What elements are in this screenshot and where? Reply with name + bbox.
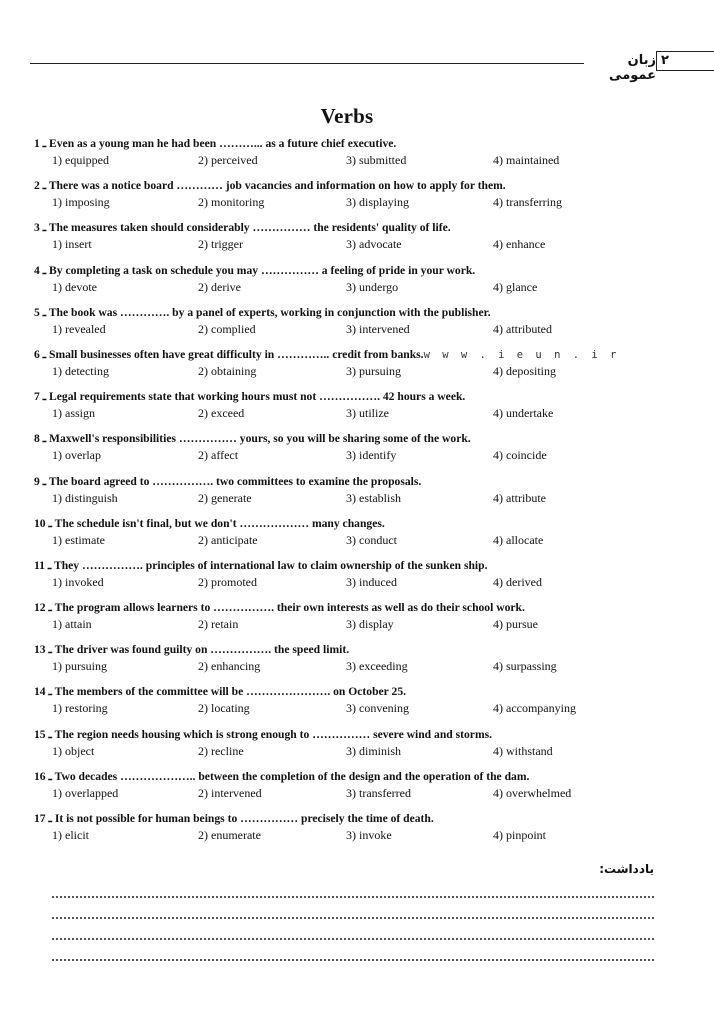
answer-option: 2) recline xyxy=(198,743,244,758)
question-list xyxy=(34,136,714,853)
question-text: The driver was found guilty on ……………. the speed limit. xyxy=(54,643,350,657)
answer-option: 4) enhance xyxy=(493,237,546,252)
question-text: It is not possible for human beings to …………… precisely the time of death. xyxy=(54,812,434,825)
question-stem xyxy=(34,558,487,572)
answer-option: 3) convening xyxy=(346,701,409,716)
answer-option: 3) pursuing xyxy=(346,363,401,378)
answer-option: 1) overlap xyxy=(52,448,101,463)
answer-option: 2) obtaining xyxy=(198,363,257,378)
question-stem xyxy=(34,769,529,783)
question-stem xyxy=(34,263,475,277)
question-number: 14 ـ xyxy=(34,685,52,699)
question-number: 5 ـ xyxy=(34,305,47,319)
answer-option: 4) depositing xyxy=(493,363,556,378)
answer-option: 4) glance xyxy=(493,279,538,294)
answer-option: 4) pursue xyxy=(493,617,538,632)
answer-option: 2) anticipate xyxy=(198,532,258,547)
notes-label: یادداشت: xyxy=(599,862,654,876)
question-text: The region needs housing which is strong enough to …………… severe wind and storms. xyxy=(54,727,493,741)
question-stem xyxy=(34,600,525,614)
question-text: Legal requirements state that working hours must not ……………. 42 hours a week. xyxy=(49,390,466,404)
answer-option: 3) intervened xyxy=(346,321,410,336)
answer-option: 1) pursuing xyxy=(52,659,107,674)
question-number: 12 ـ xyxy=(34,601,52,615)
question-stem xyxy=(34,178,506,192)
question-number: 7 ـ xyxy=(34,390,47,404)
question-stem xyxy=(34,811,434,825)
note-line xyxy=(52,907,654,919)
question-number: 9 ـ xyxy=(34,474,47,488)
question-number: 4 ـ xyxy=(34,263,47,277)
website-watermark: w w w . i e u n . i r xyxy=(423,348,620,361)
answer-option: 2) exceed xyxy=(198,406,245,421)
question-text: Even as a young man he had been ………... as a future chief executive. xyxy=(49,137,397,150)
answer-option: 1) overlapped xyxy=(52,785,119,800)
question-text: Maxwell's responsibilities …………… yours, so you will be sharing some of the work. xyxy=(49,432,471,446)
answer-option: 3) exceeding xyxy=(346,659,408,674)
question-text: The board agreed to ……………. two committees to examine the proposals. xyxy=(48,474,422,488)
answer-option: 4) undertake xyxy=(493,406,554,421)
question-stem xyxy=(34,727,492,741)
question-stem xyxy=(34,431,471,445)
question-text: The members of the committee will be …………………. on October 25. xyxy=(54,685,407,699)
answer-option: 3) induced xyxy=(346,574,397,589)
question-number: 15 ـ xyxy=(34,727,52,741)
answer-option: 4) overwhelmed xyxy=(493,785,572,800)
question-text: There was a notice board ………… job vacancies and information on how to apply for them. xyxy=(48,179,506,193)
question-stem xyxy=(34,389,465,403)
answer-option: 3) conduct xyxy=(346,532,397,547)
question-number: 16 ـ xyxy=(34,769,52,783)
answer-option: 3) establish xyxy=(346,490,401,505)
question-number: 6 ـ xyxy=(34,347,47,361)
question-number: 13 ـ xyxy=(34,643,52,657)
answer-option: 2) enhancing xyxy=(198,659,261,674)
question-stem xyxy=(34,347,619,361)
question-item xyxy=(34,263,714,305)
answer-option: 1) distinguish xyxy=(52,490,118,505)
question-item xyxy=(34,769,714,811)
question-number: 8 ـ xyxy=(34,432,47,446)
answer-option: 1) restoring xyxy=(52,701,108,716)
answer-option: 2) affect xyxy=(198,448,239,463)
answer-option: 2) locating xyxy=(198,701,250,716)
answer-option: 4) derived xyxy=(493,574,542,589)
question-item xyxy=(34,305,714,347)
question-number: 1 ـ xyxy=(34,137,47,150)
question-item xyxy=(34,811,714,853)
question-text: Two decades ……………….. between the completion of the design and the operation of the dam. xyxy=(54,769,530,783)
question-number: 2 ـ xyxy=(34,179,47,193)
question-text: The measures taken should considerably …………… the residents' quality of life. xyxy=(48,221,451,235)
answer-option: 4) attributed xyxy=(493,321,552,336)
question-item xyxy=(34,558,714,600)
question-stem xyxy=(34,684,406,698)
answer-option: 2) promoted xyxy=(198,574,257,589)
question-item xyxy=(34,684,714,726)
page-number-box xyxy=(656,51,714,71)
question-number: 17 ـ xyxy=(34,812,52,825)
question-text: By completing a task on schedule you may …………… a feeling of pride in your work. xyxy=(49,263,476,277)
answer-option: 3) identify xyxy=(346,448,397,463)
answer-option: 3) display xyxy=(346,617,394,632)
answer-option: 3) invoke xyxy=(346,828,392,842)
question-text: The program allows learners to ……………. their own interests as well as do their school work. xyxy=(54,601,525,615)
question-stem xyxy=(34,220,451,234)
question-stem xyxy=(34,136,396,150)
answer-option: 2) retain xyxy=(198,617,239,632)
answer-option: 1) assign xyxy=(52,406,95,421)
answer-option: 1) object xyxy=(52,743,95,758)
question-item xyxy=(34,136,714,178)
answer-option: 2) enumerate xyxy=(198,828,261,842)
answer-option: 2) monitoring xyxy=(198,195,265,210)
answer-option: 4) attribute xyxy=(493,490,546,505)
question-item xyxy=(34,474,714,516)
answer-option: 4) accompanying xyxy=(493,701,576,716)
question-item xyxy=(34,220,714,262)
answer-option: 4) transferring xyxy=(493,195,562,210)
answer-option: 1) devote xyxy=(52,279,97,294)
answer-option: 3) diminish xyxy=(346,743,402,758)
answer-option: 2) generate xyxy=(198,490,252,505)
answer-option: 4) surpassing xyxy=(493,659,557,674)
question-item xyxy=(34,431,714,473)
answer-option: 1) revealed xyxy=(52,321,106,336)
answer-option: 3) transferred xyxy=(346,785,411,800)
answer-option: 2) intervened xyxy=(198,785,262,800)
question-item xyxy=(34,727,714,769)
answer-option: 3) utilize xyxy=(346,406,389,421)
answer-option: 3) advocate xyxy=(346,237,402,252)
question-item xyxy=(34,178,714,220)
answer-option: 1) equipped xyxy=(52,153,109,167)
question-stem xyxy=(34,474,421,488)
question-number: 3 ـ xyxy=(34,221,47,235)
answer-option: 1) attain xyxy=(52,617,92,632)
answer-option: 1) elicit xyxy=(52,828,89,842)
answer-option: 3) displaying xyxy=(346,195,409,210)
question-text: Small businesses often have great difficulty in ………….. credit from banks. xyxy=(49,347,424,361)
answer-option: 4) pinpoint xyxy=(493,828,546,842)
answer-option: 1) insert xyxy=(52,237,92,252)
question-number: 11 ـ xyxy=(34,558,52,572)
question-item xyxy=(34,347,714,389)
header-title: زبان عمومی xyxy=(609,53,656,83)
note-line xyxy=(52,949,654,961)
answer-option: 1) imposing xyxy=(52,195,110,210)
answer-option: 2) derive xyxy=(198,279,241,294)
answer-option: 3) submitted xyxy=(346,153,407,167)
answer-option: 2) trigger xyxy=(198,237,243,252)
question-text: The schedule isn't final, but we don't ……………… many changes. xyxy=(54,516,385,530)
question-text: They ……………. principles of international law to claim ownership of the sunken ship. xyxy=(53,558,488,572)
question-stem xyxy=(34,305,491,319)
answer-option: 2) perceived xyxy=(198,153,258,167)
note-line xyxy=(52,928,654,940)
answer-option: 4) withstand xyxy=(493,743,553,758)
note-line xyxy=(52,886,654,898)
answer-option: 4) coincide xyxy=(493,448,547,463)
question-item xyxy=(34,516,714,558)
answer-option: 1) estimate xyxy=(52,532,105,547)
answer-option: 3) undergo xyxy=(346,279,399,294)
question-item xyxy=(34,389,714,431)
question-item xyxy=(34,600,714,642)
section-title: Verbs xyxy=(320,104,374,128)
question-number: 10 ـ xyxy=(34,516,52,530)
answer-option: 2) complied xyxy=(198,321,256,336)
page-number: ۲ xyxy=(661,53,669,68)
answer-option: 4) maintained xyxy=(493,153,560,167)
answer-option: 4) allocate xyxy=(493,532,544,547)
question-stem xyxy=(34,516,385,530)
question-item xyxy=(34,642,714,684)
header-rule xyxy=(30,63,584,64)
question-stem xyxy=(34,642,349,656)
answer-option: 1) detecting xyxy=(52,363,109,378)
question-text: The book was …………. by a panel of experts, working in conjunction with the publisher. xyxy=(48,305,491,319)
answer-option: 1) invoked xyxy=(52,574,104,589)
